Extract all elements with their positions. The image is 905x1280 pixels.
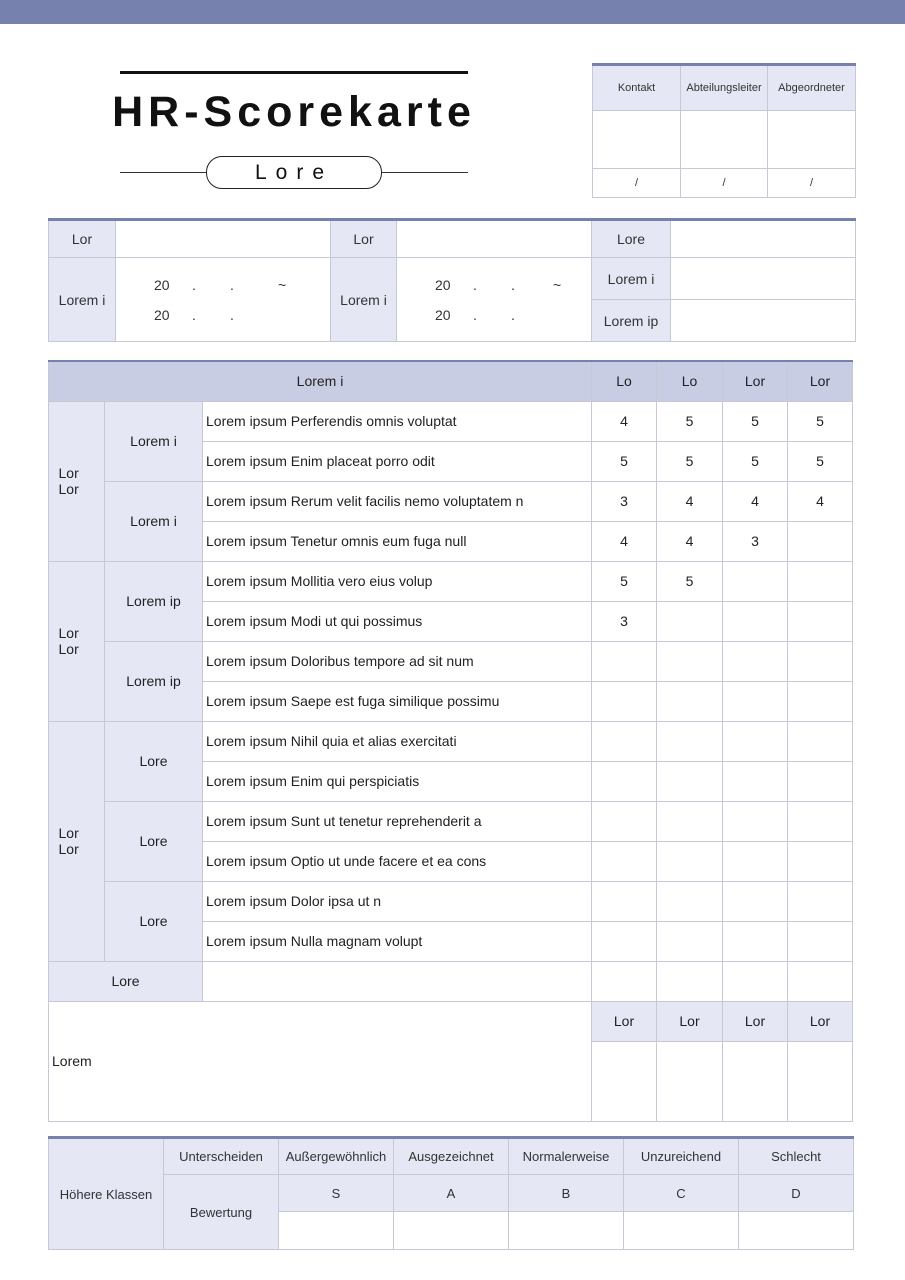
score-col-header: Lor [788,361,853,401]
total-score-cell[interactable] [723,961,788,1001]
score-table [48,360,853,1122]
period-field-1[interactable]: 20 . . ~ 20 . . [116,258,331,342]
sign-header: Lor [723,1001,788,1041]
group-label: Lor Lor [49,721,105,961]
score-cell[interactable] [657,921,723,961]
employee-info-table [48,218,856,342]
score-cell[interactable]: 3 [592,481,657,521]
sign-header: Lor [657,1001,723,1041]
approval-date-contact[interactable]: / [593,169,681,198]
group-label: Lor Lor [49,561,105,721]
criterion-text: Lorem ipsum Nihil quia et alias exercitati [203,721,592,761]
criterion-text: Lorem ipsum Rerum velit facilis nemo voluptatem n [203,481,592,521]
signature-field-contact[interactable] [593,111,681,169]
score-cell[interactable] [788,641,853,681]
score-cell[interactable] [592,681,657,721]
title-rule [120,71,468,74]
info-label-5: Lorem ip [592,300,671,342]
grading-category: Unzureichend [624,1138,739,1175]
score-cell[interactable] [788,881,853,921]
grading-category: Außergewöhnlich [279,1138,394,1175]
criterion-text: Lorem ipsum Tenetur omnis eum fuga null [203,521,592,561]
score-cell[interactable]: 5 [592,561,657,601]
score-cell[interactable] [788,561,853,601]
page-title: HR-Scorekarte [112,88,476,136]
score-cell[interactable]: 4 [592,401,657,441]
score-cell[interactable]: 5 [788,401,853,441]
info-label-4: Lorem i [592,258,671,300]
score-cell[interactable] [723,641,788,681]
info-field-3[interactable] [671,220,856,258]
score-cell[interactable] [657,721,723,761]
grading-table [48,1136,854,1250]
score-cell[interactable] [657,681,723,721]
criterion-text: Lorem ipsum Enim placeat porro odit [203,441,592,481]
score-cell[interactable]: 4 [592,521,657,561]
score-cell[interactable] [592,721,657,761]
score-cell[interactable] [788,761,853,801]
subgroup-label: Lore [105,801,203,881]
score-cell[interactable] [657,641,723,681]
score-cell[interactable]: 3 [592,601,657,641]
score-cell[interactable] [592,761,657,801]
grading-category: Schlecht [739,1138,854,1175]
total-score-cell[interactable] [592,961,657,1001]
score-cell[interactable]: 5 [657,441,723,481]
score-cell[interactable] [788,801,853,841]
score-cell[interactable] [788,921,853,961]
subgroup-label: Lorem ip [105,561,203,641]
period-label-2: Lorem i [331,258,397,342]
score-cell[interactable]: 4 [788,481,853,521]
score-col-header: Lor [723,361,788,401]
score-cell[interactable]: 4 [657,481,723,521]
grade-check-field[interactable] [279,1212,394,1250]
approval-header-deputy: Abgeordneter [768,65,856,111]
approval-table [592,63,856,198]
grading-category: Ausgezeichnet [394,1138,509,1175]
score-cell[interactable] [723,801,788,841]
score-cell[interactable] [788,521,853,561]
sign-field[interactable] [788,1041,853,1121]
grading-category: Normalerweise [509,1138,624,1175]
criterion-text: Lorem ipsum Doloribus tempore ad sit num [203,641,592,681]
approval-date-head[interactable]: / [681,169,768,198]
score-col-header: Lo [592,361,657,401]
info-field-5[interactable] [671,300,856,342]
score-cell[interactable]: 4 [723,481,788,521]
criterion-text: Lorem ipsum Enim qui perspiciatis [203,761,592,801]
score-cell[interactable] [788,841,853,881]
subtitle-badge: Lore [206,156,382,189]
subgroup-label: Lore [105,881,203,961]
total-label: Lore [49,961,203,1001]
criterion-text: Lorem ipsum Saepe est fuga similique possimu [203,681,592,721]
sign-header: Lor [788,1001,853,1041]
grade-letter: A [394,1175,509,1212]
score-cell[interactable]: 5 [592,441,657,481]
criterion-text: Lorem ipsum Sunt ut tenetur reprehenderit a [203,801,592,841]
grade-letter: S [279,1175,394,1212]
score-col-header: Lo [657,361,723,401]
grade-letter: D [739,1175,854,1212]
comment-field[interactable] [49,1001,592,1121]
score-cell[interactable] [723,761,788,801]
sign-field[interactable] [592,1041,657,1121]
score-cell[interactable] [592,921,657,961]
score-cell[interactable] [723,681,788,721]
info-label-1: Lor [49,220,116,258]
period-field-2[interactable]: 20 . . ~ 20 . . [397,258,592,342]
score-cell[interactable]: 5 [723,401,788,441]
score-cell[interactable] [788,601,853,641]
criterion-text: Lorem ipsum Nulla magnam volupt [203,921,592,961]
score-cell[interactable] [723,721,788,761]
rating-label: Bewertung [164,1175,279,1250]
criterion-text: Lorem ipsum Perferendis omnis voluptat [203,401,592,441]
score-cell[interactable]: 5 [657,401,723,441]
total-score-cell[interactable] [788,961,853,1001]
info-label-3: Lore [592,220,671,258]
total-score-cell[interactable] [657,961,723,1001]
score-cell[interactable]: 3 [723,521,788,561]
grade-check-field[interactable] [624,1212,739,1250]
score-cell[interactable] [592,881,657,921]
score-cell[interactable] [657,601,723,641]
subgroup-label: Lore [105,721,203,801]
score-cell[interactable] [723,841,788,881]
subgroup-label: Lorem i [105,481,203,561]
score-cell[interactable] [592,801,657,841]
comment-label: Lorem [52,1053,92,1069]
score-table-title: Lorem i [49,361,592,401]
score-cell[interactable] [723,881,788,921]
grade-check-field[interactable] [394,1212,509,1250]
group-label: Lor Lor [49,401,105,561]
sign-field[interactable] [657,1041,723,1121]
score-cell[interactable]: 5 [788,441,853,481]
approval-header-contact: Kontakt [593,65,681,111]
approval-header-head: Abteilungsleiter [681,65,768,111]
info-field-4[interactable] [671,258,856,300]
score-cell[interactable]: 5 [723,441,788,481]
score-cell[interactable]: 5 [657,561,723,601]
score-cell[interactable] [788,681,853,721]
score-cell[interactable] [788,721,853,761]
grade-letter: B [509,1175,624,1212]
sign-field[interactable] [723,1041,788,1121]
signature-field-head[interactable] [681,111,768,169]
info-field-2[interactable] [397,220,592,258]
subgroup-label: Lorem ip [105,641,203,721]
score-cell[interactable] [657,841,723,881]
subgroup-label: Lorem i [105,401,203,481]
criterion-text: Lorem ipsum Optio ut unde facere et ea cons [203,841,592,881]
score-cell[interactable]: 4 [657,521,723,561]
sign-header: Lor [592,1001,657,1041]
criterion-text: Lorem ipsum Mollitia vero eius volup [203,561,592,601]
criterion-text: Lorem ipsum Dolor ipsa ut n [203,881,592,921]
score-cell[interactable] [657,801,723,841]
approval-date-deputy[interactable]: / [768,169,856,198]
grading-row-label: Höhere Klassen [49,1138,164,1250]
signature-field-deputy[interactable] [768,111,856,169]
score-cell[interactable] [723,561,788,601]
period-label-1: Lorem i [49,258,116,342]
info-field-1[interactable] [116,220,331,258]
grading-col-label: Unterscheiden [164,1138,279,1175]
score-cell[interactable] [723,601,788,641]
grade-letter: C [624,1175,739,1212]
score-cell[interactable] [657,881,723,921]
total-field[interactable] [203,961,592,1001]
grade-check-field[interactable] [739,1212,854,1250]
info-label-2: Lor [331,220,397,258]
criterion-text: Lorem ipsum Modi ut qui possimus [203,601,592,641]
score-cell[interactable] [592,641,657,681]
score-cell[interactable] [657,761,723,801]
score-cell[interactable] [723,921,788,961]
top-banner [0,0,905,24]
score-cell[interactable] [592,841,657,881]
grade-check-field[interactable] [509,1212,624,1250]
